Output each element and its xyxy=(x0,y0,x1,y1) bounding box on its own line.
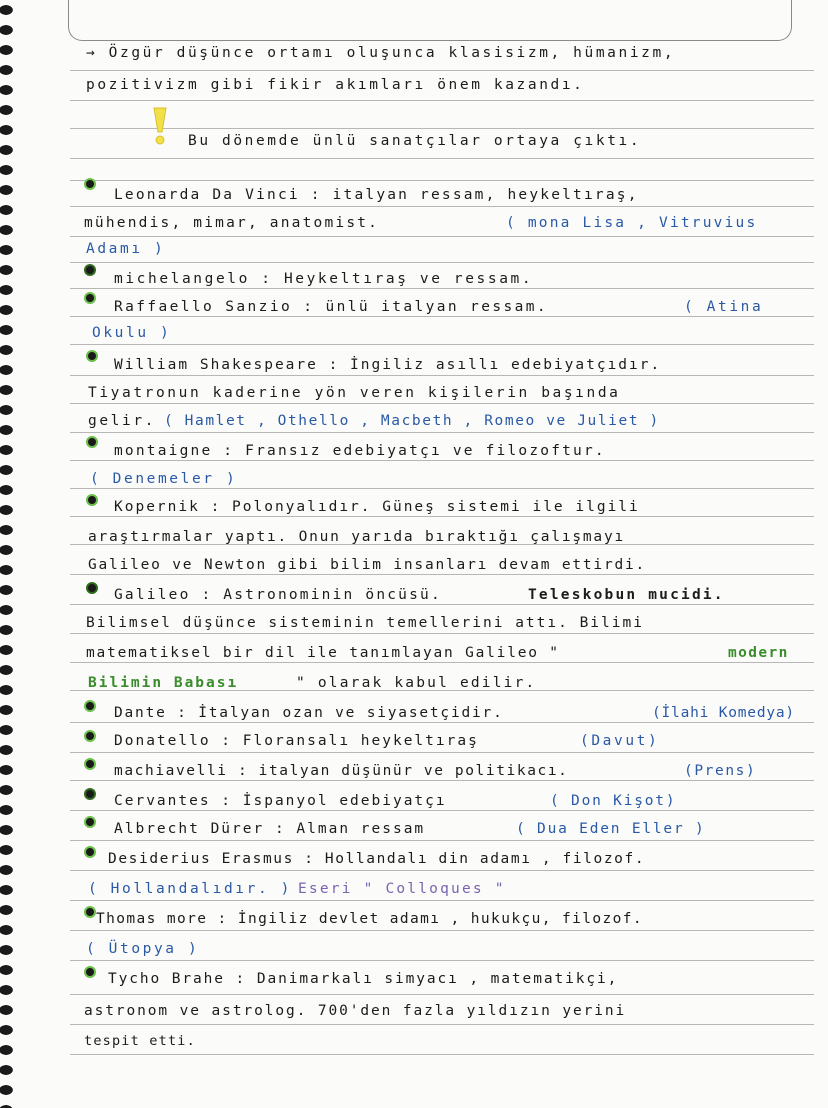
text-line: ( Don Kişot) xyxy=(550,793,677,809)
ruled-line xyxy=(70,128,814,129)
text-line: William Shakespeare : İngiliz asıllı edebiyatçıdır. xyxy=(114,357,662,373)
ruled-line xyxy=(70,574,814,575)
text-line: ( mona Lisa , Vitruvius xyxy=(506,215,758,231)
ruled-line xyxy=(70,100,814,101)
ruled-line xyxy=(70,960,814,961)
text-line: gelir. xyxy=(88,413,156,429)
ruled-line xyxy=(70,1024,814,1025)
bullet-icon xyxy=(84,700,96,712)
ruled-line xyxy=(70,344,814,345)
ruled-line xyxy=(70,262,814,263)
bullet-icon xyxy=(84,846,96,858)
ruled-line xyxy=(70,403,814,404)
bullet-icon xyxy=(86,350,98,362)
text-line: → Özgür düşünce ortamı oluşunca klasisizm, hümanizm, xyxy=(86,45,676,61)
ruled-line xyxy=(70,780,814,781)
text-line: Albrecht Dürer : Alman ressam xyxy=(114,821,426,837)
text-line: mühendis, mimar, anatomist. xyxy=(84,215,380,231)
text-line: Kopernik : Polonyalıdır. Güneş sistemi ile ilgili xyxy=(114,499,640,515)
text-line: Thomas more : İngiliz devlet adamı , hukukçu, filozof. xyxy=(96,911,644,927)
ruled-line xyxy=(70,375,814,376)
bullet-icon xyxy=(84,906,96,918)
text-line: tespit etti. xyxy=(84,1033,196,1049)
ruled-line xyxy=(70,236,814,237)
text-line: ( Denemeler ) xyxy=(90,471,238,487)
text-line: ( Ütopya ) xyxy=(86,941,200,957)
ruled-line xyxy=(70,994,814,995)
text-line: ( Hamlet , Othello , Macbeth , Romeo ve Juliet ) xyxy=(164,413,660,429)
text-line: Tycho Brahe : Danimarkalı simyacı , matematikçi, xyxy=(108,971,619,987)
warning-exclamation-icon xyxy=(150,106,170,146)
text-line: Leonarda Da Vinci : italyan ressam, heykeltıraş, xyxy=(114,187,639,203)
text-line: Teleskobun mucidi. xyxy=(528,587,725,603)
ruled-line xyxy=(70,206,814,207)
bullet-icon xyxy=(86,494,98,506)
spiral-binding xyxy=(0,0,18,1108)
ruled-line xyxy=(70,460,814,461)
ruled-line xyxy=(70,604,814,605)
bullet-icon xyxy=(84,816,96,828)
text-line: Bilimsel düşünce sisteminin temellerini attı. Bilimi xyxy=(86,615,644,631)
ruled-line xyxy=(70,722,814,723)
text-line: ( Hollandalıdır. ) xyxy=(88,881,292,897)
text-line: pozitivizm gibi fikir akımları önem kazandı. xyxy=(86,77,585,93)
ruled-line xyxy=(70,1054,814,1055)
text-line: Donatello : Floransalı heykeltıraş xyxy=(114,733,479,749)
ruled-line xyxy=(70,810,814,811)
text-line: matematiksel bir dil ile tanımlayan Galileo " xyxy=(86,645,560,661)
bullet-icon xyxy=(86,582,98,594)
bullet-icon xyxy=(84,292,96,304)
ruled-line xyxy=(70,316,814,317)
ruled-line xyxy=(70,180,814,181)
text-line: Eseri " Colloques " xyxy=(298,881,506,897)
ruled-line xyxy=(70,488,814,489)
text-line: araştırmalar yaptı. Onun yarıda bıraktığı çalışmayı xyxy=(88,529,626,545)
bullet-icon xyxy=(84,788,96,800)
bullet-icon xyxy=(84,758,96,770)
bullet-icon xyxy=(84,966,96,978)
header-box xyxy=(68,0,792,41)
text-line: Okulu ) xyxy=(92,325,172,341)
text-line: modern xyxy=(728,645,789,661)
text-line: montaigne : Fransız edebiyatçı ve filozoftur. xyxy=(114,443,606,459)
text-line: michelangelo : Heykeltıraş ve ressam. xyxy=(114,271,534,287)
text-line: (Davut) xyxy=(580,733,660,749)
text-line: Cervantes : İspanyol edebiyatçı xyxy=(114,793,447,809)
text-line: Bilimin Babası xyxy=(88,675,239,691)
bullet-icon xyxy=(84,178,96,190)
ruled-line xyxy=(70,288,814,289)
text-line: " olarak kabul edilir. xyxy=(296,675,537,691)
text-line: Galileo ve Newton gibi bilim insanları devam ettirdi. xyxy=(88,557,647,573)
bullet-icon xyxy=(84,730,96,742)
ruled-line xyxy=(70,70,814,71)
text-line: Tiyatronun kaderine yön veren kişilerin başında xyxy=(88,385,621,401)
ruled-line xyxy=(70,752,814,753)
ruled-line xyxy=(70,432,814,433)
text-line: Galileo : Astronominin öncüsü. xyxy=(114,587,442,603)
text-line: Adamı ) xyxy=(86,241,166,257)
text-line: (Prens) xyxy=(684,763,757,779)
ruled-line xyxy=(70,662,814,663)
text-line: Dante : İtalyan ozan ve siyasetçidir. xyxy=(114,705,504,721)
text-line: (İlahi Komedya) xyxy=(652,705,795,721)
text-line: Raffaello Sanzio : ünlü italyan ressam. xyxy=(114,299,549,315)
text-line: astronom ve astrolog. 700'den fazla yıldızın yerini xyxy=(84,1003,627,1019)
ruled-line xyxy=(70,158,814,159)
text-line: machiavelli : italyan düşünür ve politikacı. xyxy=(114,763,569,779)
ruled-line xyxy=(70,633,814,634)
bullet-icon xyxy=(84,264,96,276)
text-line: Bu dönemde ünlü sanatçılar ortaya çıktı. xyxy=(188,133,642,149)
text-line: ( Dua Eden Eller ) xyxy=(516,821,706,837)
ruled-line xyxy=(70,870,814,871)
ruled-line xyxy=(70,930,814,931)
text-line: Desiderius Erasmus : Hollandalı din adamı , filozof. xyxy=(108,851,646,867)
ruled-line xyxy=(70,840,814,841)
ruled-line xyxy=(70,516,814,517)
bullet-icon xyxy=(86,436,98,448)
text-line: ( Atina xyxy=(684,299,764,315)
ruled-line xyxy=(70,900,814,901)
